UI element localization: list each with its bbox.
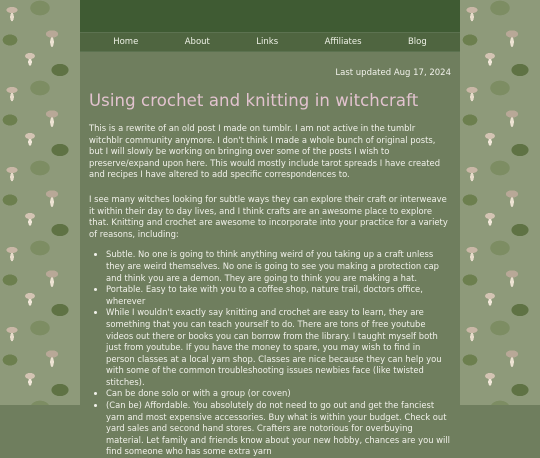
page-column [80, 0, 460, 457]
nav-blog[interactable]: Blog [407, 37, 427, 47]
nav-bar [80, 32, 460, 52]
list-item: • While I wouldn't exactly say knitting and crochet are easy to learn, they are something that you can teach yourself to do. There are tons of free youtube videos out there or books you can borrow from the library. I taught myself both just from youtube. If you have the money to spare, you may wish to find in person classes at a local yarn shop. Classes are nice because they can help you with some of the common troubleshooting issues newbies face (like twisted stitches). [106, 307, 450, 388]
intro-paragraph: This is a rewrite of an old post I made on tumblr. I am not active in the tumblr witchblr community anymore. I don't think I made a whole bunch of original posts, but I will slowly be working on bringing over some of the posts I wish to preserve/expand upon here. This would mostly include tarot spreads I have created and recipes I have altered to add specific correspondences to. [89, 123, 441, 180]
list-item: • Portable. Easy to take with you to a coffee shop, nature trail, doctors office, wherever [106, 284, 450, 307]
reasons-paragraph: I see many witches looking for subtle ways they can explore their craft or interweave it within their day to day lives, and I think crafts are an awesome place to explore that. Knitting and crochet are awesome to incorporate into your practice for a variety of reasons, including: [89, 193, 448, 239]
mushroom-pattern-left [0, 0, 80, 405]
post-title: Using crochet and knitting in witchcraft [89, 91, 419, 110]
list-item: • (Can be) Affordable. You absolutely do not need to go out and get the fanciest yarn and most expensive accessories. Buy what is within your budget. Check out yard sales and second hand stores. Crafters are notorious for overbuying material. Let family and friends know about your new hobby, chances are you will find someone who has some extra yarn [106, 400, 450, 458]
nav-home[interactable]: Home [113, 37, 139, 47]
header-banner [80, 0, 460, 32]
last-updated: Last updated Aug 17, 2024 [335, 68, 451, 78]
post-body [80, 123, 460, 458]
nav-links[interactable]: Links [256, 37, 279, 47]
nav-about[interactable]: About [184, 37, 210, 47]
list-item: • Can be done solo or with a group (or coven) [106, 388, 450, 400]
list-item: • Subtle. No one is going to think anything weird of you taking up a craft unless they are weird themselves. No one is going to see you making a protection cap and think you are a demon. They are going to think you are making a hat. [106, 249, 450, 284]
reasons-list [89, 249, 450, 458]
mushroom-pattern-right [460, 0, 540, 405]
nav-affiliates[interactable]: Affiliates [324, 37, 362, 47]
